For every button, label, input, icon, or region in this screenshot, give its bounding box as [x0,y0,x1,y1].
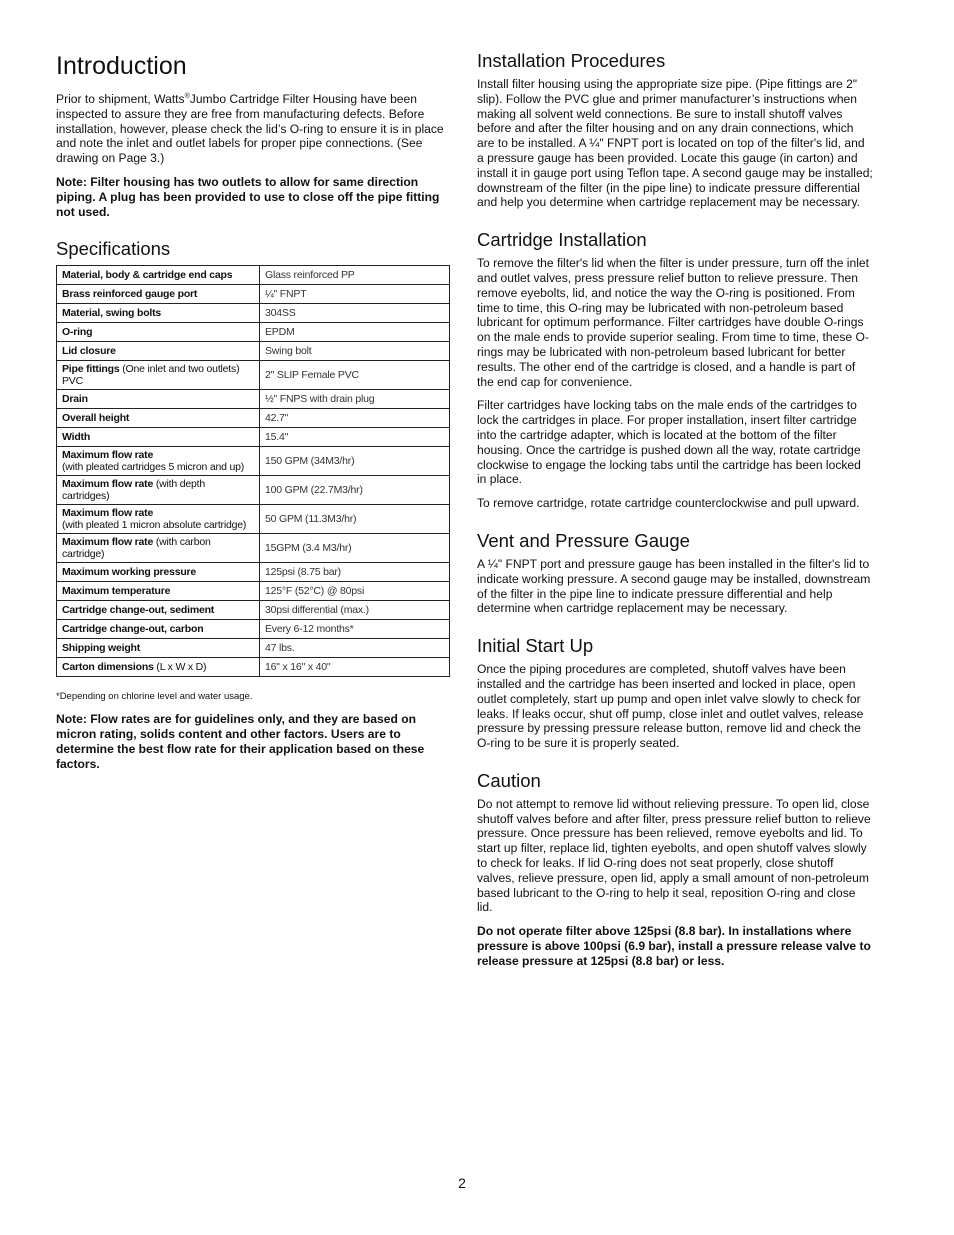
specifications-title: Specifications [56,238,171,260]
spec-label-note: (with depth cartridges) [62,478,206,503]
spec-value: ¼" FNPT [260,285,450,304]
cartridge-paragraph-2: Filter cartridges have locking tabs on the male ends of the cartridges to lock the cartridges in place. For proper installation, insert filter cartridge into the cartridge adapter, which is located at the bottom of the filter housing. Once the cartridge is pushed down all the way, rotate cartridge clockwise to engage the locking tabs until the cartridge has been locked in place. [477,398,861,487]
page-number: 2 [458,1175,466,1191]
spec-row [57,563,450,582]
spec-value: 304SS [260,304,450,323]
installation-paragraph: Install filter housing using the appropriate size pipe. (Pipe fittings are 2" slip). Follow the PVC glue and primer manufacturer’s instructions when making all solvent weld connections. Be sure to install shutoff valves before and after the filter housing and on any drain connections, which are to be installed. A ¼" FNPT port is located on top of the filter's lid, and a pressure gauge has been provided. Locate this gauge (in carton) and install it in gauge port using Teflon tape. A second gauge may be installed; downstream of the filter (in the pipe line) to indicate pressure differential and help you determine when cartridge replacement may be necessary. [477,77,873,210]
cartridge-paragraph-3: To remove cartridge, rotate cartridge counterclockwise and pull upward. [477,496,860,511]
spec-value: EPDM [260,323,450,342]
vent-gauge-paragraph: A ¼" FNPT port and pressure gauge has been installed in the filter's lid to indicate working pressure. A second gauge may be installed, downstream of the filter in the pipe line to indicate pressure differential and help determine when cartridge replacement may be necessary. [477,556,871,616]
spec-label-cell [57,658,260,677]
introduction-title: Introduction [56,52,187,80]
initial-startup-title: Initial Start Up [477,635,594,657]
cartridge-paragraph-1: To remove the filter's lid when the filter is under pressure, turn off the inlet and outlet valves, press pressure relief button to relieve pressure. Then remove eyebolts, lid, and notice the way the O-ring is positioned. From time to time, this O-ring may be lubricated with non-petroleum based lubricant for optimum performance. Filter cartridges have double O-rings on the male ends to provide superior sealing. From time to time, these O-rings may be lubricated with non-petroleum based lubricant for better results. The other end of the cartridge is closed, and a handle is part of the end cap for convenience. [477,256,869,389]
spec-label-cell [57,428,260,447]
caution-warning: Do not operate filter above 125psi (8.8 bar). In installations where pressure is above 100psi (6.9 bar), install a pressure release valve to release pressure at 125psi (8.8 bar) or less. [477,924,871,968]
spec-label: Width [62,431,91,444]
spec-row [57,601,450,620]
spec-row [57,620,450,639]
spec-label-cell [57,601,260,620]
spec-label-subnote: (with pleated cartridges 5 micron and up) [62,461,245,474]
cartridge-installation-section [477,229,873,511]
spec-label: Overall height [62,412,130,425]
spec-label: Material, body & cartridge end caps [62,269,233,282]
spec-label: Cartridge change-out, sediment [62,604,215,617]
initial-startup-section [477,635,873,751]
spec-value: ½" FNPS with drain plug [260,390,450,409]
spec-label-cell [57,620,260,639]
flow-rate-note: Note: Flow rates are for guidelines only, and they are based on micron rating, solids content and other factors. Users are to determine the best flow rate for their application based on these factors. [56,712,425,771]
spec-value: 47 lbs. [260,639,450,658]
spec-label: O-ring [62,326,93,339]
spec-label: Drain [62,393,88,406]
spec-label: Maximum working pressure [62,566,197,579]
spec-label-note: (One inlet and two outlets) PVC [62,363,240,388]
spec-label: Maximum temperature [62,585,171,598]
specifications-section [56,238,450,771]
spec-value: 50 GPM (11.3M3/hr) [260,505,450,534]
caution-paragraph: Do not attempt to remove lid without relieving pressure. To open lid, close shutoff valves before and after filter, press pressure relief button to relieve pressure. Once pressure has been relieved, remove eyebolts and lid. To start up filter, replace lid, tighten eyebolts, and open shutoff valves slowly to check for leaks. If lid O-ring does not seat properly, close shutoff valves, relieve pressure, open lid, apply a small amount of non-petroleum based lubricant to the O-ring to help it seal, reposition O-ring and close lid. [477,796,871,915]
spec-label-cell [57,563,260,582]
spec-label-cell [57,266,260,285]
spec-value: Every 6-12 months* [260,620,450,639]
spec-label-cell [57,534,260,563]
spec-label-cell [57,304,260,323]
spec-label-cell [57,323,260,342]
spec-row [57,304,450,323]
spec-label-subnote: (with pleated 1 micron absolute cartridge) [62,519,247,532]
spec-label-cell [57,582,260,601]
spec-value: 100 GPM (22.7M3/hr) [260,476,450,505]
spec-label-note: (L x W x D) [153,661,207,674]
spec-label-cell [57,409,260,428]
spec-label: Brass reinforced gauge port [62,288,198,301]
cartridge-installation-title: Cartridge Installation [477,229,647,251]
spec-label: Cartridge change-out, carbon [62,623,204,636]
installation-section [477,50,873,210]
spec-value: Swing bolt [260,342,450,361]
spec-value: 125psi (8.75 bar) [260,563,450,582]
spec-value: 30psi differential (max.) [260,601,450,620]
spec-value: Glass reinforced PP [260,266,450,285]
spec-label: Maximum flow rate [62,536,154,549]
right-column [477,50,873,988]
spec-label: Maximum flow rate [62,449,154,462]
spec-label: Lid closure [62,345,116,358]
spec-value: 2" SLIP Female PVC [260,361,450,390]
spec-row [57,285,450,304]
spec-label-cell [57,361,260,390]
spec-label-cell [57,390,260,409]
spec-label-cell [57,285,260,304]
vent-gauge-section [477,530,873,616]
spec-row [57,428,450,447]
specifications-footnote: *Depending on chlorine level and water usage. [56,691,253,703]
caution-title: Caution [477,769,541,791]
spec-label: Maximum flow rate [62,507,154,520]
spec-row [57,323,450,342]
spec-value: 16" x 16" x 40" [260,658,450,677]
left-column [56,50,450,781]
spec-label-cell [57,342,260,361]
spec-label-note: (with carbon cartridge) [62,536,211,561]
spec-label-cell [57,505,260,534]
spec-row [57,658,450,677]
vent-gauge-title: Vent and Pressure Gauge [477,529,690,551]
spec-value: 125°F (52°C) @ 80psi [260,582,450,601]
spec-value: 15GPM (3.4 M3/hr) [260,534,450,563]
installation-title: Installation Procedures [477,50,666,71]
spec-label-cell [57,447,260,476]
spec-row [57,409,450,428]
introduction-section [56,50,450,219]
introduction-paragraph: Prior to shipment, Watts®Jumbo Cartridge Filter Housing have been inspected to assure they are free from manufacturing defects. Before installation, however, please check the lid’s O-ring to ensure it is in place and note the inlet and outlet labels for proper pipe connections. (See drawing on Page 3.) [56,92,444,166]
spec-label-cell [57,476,260,505]
initial-startup-paragraph: Once the piping procedures are completed, shutoff valves have been installed and the cartridge has been inserted and locked in place, open outlet completely, start up pump and open inlet valve slowly to check for leaks. If leaks occur, shut off pump, close inlet and outlet valves, release pressure by pressing pressure release button, remove lid and check the O-ring to be sure it is properly seated. [477,662,864,751]
spec-row [57,342,450,361]
spec-row [57,639,450,658]
spec-label: Shipping weight [62,642,141,655]
spec-label: Carton dimensions [62,661,154,674]
spec-row [57,582,450,601]
spec-row [57,476,450,505]
spec-value: 150 GPM (34M3/hr) [260,447,450,476]
specifications-table [56,265,450,677]
spec-row [57,361,450,390]
spec-row [57,534,450,563]
caution-section [477,770,873,969]
spec-label: Maximum flow rate [62,478,154,491]
spec-row [57,390,450,409]
spec-row [57,447,450,476]
spec-label-cell [57,639,260,658]
spec-value: 42.7" [260,409,450,428]
introduction-note: Note: Filter housing has two outlets to allow for same direction piping. A plug has been provided to use to close off the pipe fitting not used. [56,175,440,219]
spec-value: 15.4" [260,428,450,447]
spec-row [57,266,450,285]
spec-label: Material, swing bolts [62,307,162,320]
spec-row [57,505,450,534]
spec-label: Pipe fittings [62,363,120,376]
